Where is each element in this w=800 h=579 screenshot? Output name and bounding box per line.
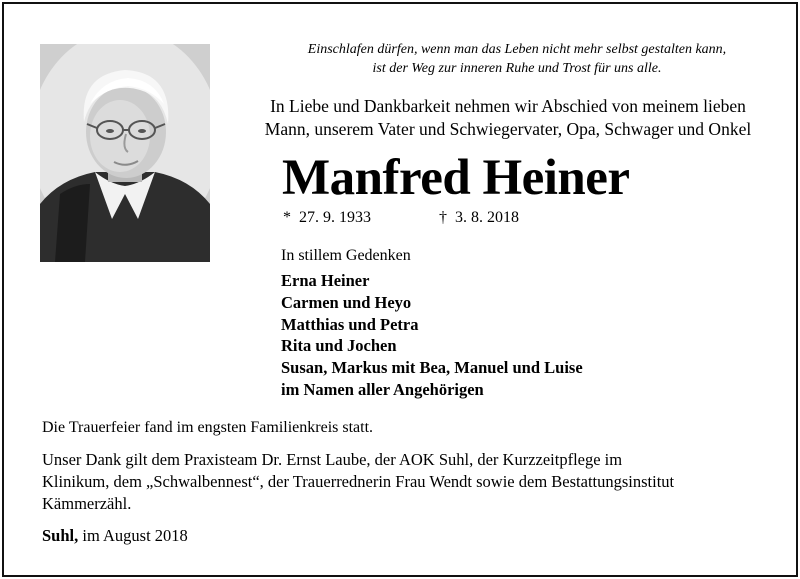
birth-date: [283, 208, 439, 228]
thanks-line-1: Unser Dank gilt dem Praxisteam Dr. Ernst Laube, der AOK Suhl, der Kurzzeitpflege im: [42, 450, 623, 469]
mourners-list: [281, 270, 583, 401]
obituary-notice: [2, 2, 798, 577]
intro-line-2: Mann, unserem Vater und Schwiegervater, Opa, Schwager und Onkel: [264, 119, 752, 139]
motto-line-2: ist der Weg zur inneren Ruhe und Trost für uns alle.: [372, 61, 662, 76]
mourner-name: im Namen aller Angehörigen: [281, 379, 484, 399]
motto-line-1: Einschlafen dürfen, wenn man das Leben nicht mehr selbst gestalten kann,: [307, 42, 727, 57]
ceremony-note: Die Trauerfeier fand im engsten Familienkreis statt.: [42, 419, 374, 436]
birth-date-value: 27. 9. 1933: [299, 209, 371, 226]
thanks-paragraph: [42, 449, 768, 515]
death-symbol: †: [439, 209, 447, 226]
portrait-photo: [40, 44, 210, 262]
death-date-value: 3. 8. 2018: [455, 209, 519, 226]
deceased-name: Manfred Heiner: [282, 150, 630, 206]
intro-line-1: In Liebe und Dankbarkeit nehmen wir Abschied von meinem lieben: [270, 96, 746, 116]
intro-text: [238, 95, 778, 141]
motto-quote: [252, 40, 782, 78]
place-city: Suhl,: [42, 526, 79, 545]
mourner-name: Susan, Markus mit Bea, Manuel und Luise: [281, 358, 583, 378]
life-dates: [283, 208, 519, 228]
death-date: [439, 208, 519, 228]
mourner-name: Rita und Jochen: [281, 336, 397, 356]
mourner-name: Carmen und Heyo: [281, 292, 412, 312]
birth-symbol: *: [283, 209, 291, 226]
mourning-title: In stillem Gedenken: [281, 247, 411, 264]
thanks-line-3: Kämmerzähl.: [42, 494, 132, 513]
place-and-date: [42, 525, 188, 547]
thanks-line-2: Klinikum, dem „Schwalbennest“, der Trauerrednerin Frau Wendt sowie dem Bestattungsinstitut: [42, 472, 675, 491]
mourner-name: Matthias und Petra: [281, 314, 419, 334]
portrait-icon: [40, 44, 210, 262]
mourner-name: Erna Heiner: [281, 271, 370, 290]
place-date: im August 2018: [82, 526, 188, 545]
